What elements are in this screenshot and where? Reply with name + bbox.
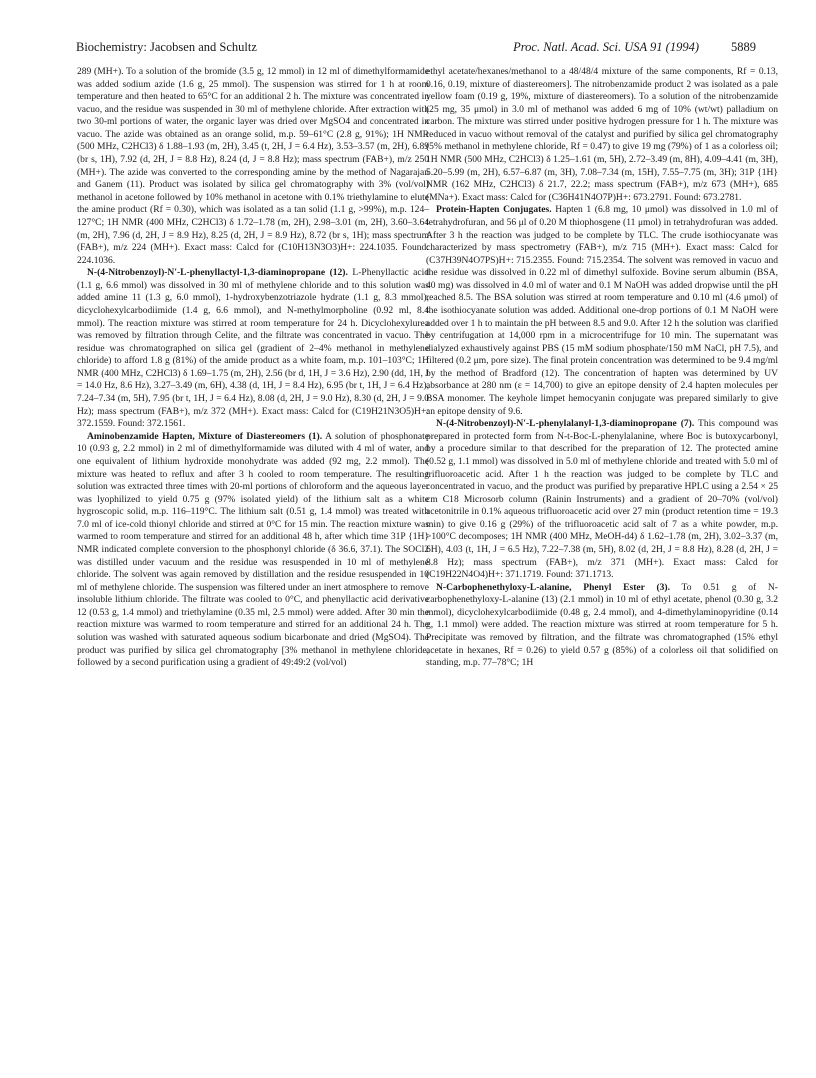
header-journal-info bbox=[513, 40, 756, 55]
run-in-heading: N-Carbophenethyloxy-L-alanine, Phenyl Ester (3). bbox=[436, 581, 670, 593]
header-section-authors: Biochemistry: Jacobsen and Schultz bbox=[76, 40, 257, 54]
paragraph-text: 289 (MH+). To a solution of the bromide (3.5 g, 12 mmol) in 12 ml of dimethylformamide was added sodium azide (1.6 g, 25 mmol). The suspension was stirred for 1 h at room temperature and then heated to 65°C for an additional 2 h. The mixture was concentrated in vacuo, and the residue was suspended in 30 ml of methylene chloride. After extraction with two 30-ml portions of water, the organic layer was dried over MgSO4 and concentrated in vacuo. The azide was obtained as an orange solid, m.p. 59–61°C (2.8 g, 91%); 1H NMR (500 MHz, C2HCl3) δ 1.88–1.93 (m, 2H), 3.45 (t, 2H, J = 6.4 Hz), 3.53–3.57 (m, 2H), 6.89 (br s, 1H), 7.92 (d, 2H, J = 8.8 Hz), 8.24 (d, J = 8.8 Hz); mass spectrum (FAB+), m/z 250 (MH+). The azide was converted to the corresponding amine by the method of Nagarajan and Ganem (11). Product was isolated by silica gel chromatography with 3% (vol/vol) methanol in acetone followed by 10% methanol in acetone with 0.1% triethylamine to elute the amine product (Rf = 0.30), which was isolated as a tan solid (1.1 g, >99%), m.p. 124–127°C; 1H NMR (400 MHz, C2HCl3) δ 1.72–1.78 (m, 2H), 2.98–3.01 (m, 2H), 3.60–3.64 (m, 2H), 7.96 (d, 2H, J = 8.9 Hz), 8.25 (d, 2H, J = 8.9 Hz), 8.72 (br s, 1H); mass spectrum (FAB+), m/z 224 (MH+). Exact mass: Calcd for (C10H13N3O3)H+: 224.1035. Found: 224.1036. bbox=[77, 66, 429, 266]
paragraph-text: A solution of phosphonate 10 (0.93 g, 2.2 mmol) in 2 ml of dimethylformamide was diluted with 4 ml of water, and one equivalent of lithium hydroxide monohydrate was added (92 mg, 2.2 mmol). The mixture was heated to reflux and after 3 h cooled to room temperature. The resulting solution was extracted three times with 20-ml portions of chloroform and the aqueous layer was lyophilized to yield 0.75 g (97% isolated yield) of the lithium salt as a white hygroscopic solid, m.p. 116–119°C. The lithium salt (0.51 g, 1.4 mmol) was treated with 7.0 ml of ice-cold thionyl chloride and stirred at 0°C for 15 min. The reaction mixture was warmed to room temperature and stirred for an additional 48 h, after which time 31P {1H} NMR indicated complete conversion to the phosphonyl chloride (δ 36.6, 37.1). The SOCl2 was distilled under vacuum and the residue was resuspended in 10 ml of methylene chloride. The solvent was again removed by distillation and the residue resuspended in 10 ml of methylene chloride. The suspension was filtered under an inert atmosphere to remove insoluble lithium chloride. The filtrate was cooled to 0°C, and phenyllactic acid derivative 12 (0.53 g, 1.4 mmol) and triethylamine (0.35 ml, 2.5 mmol) were added. After 30 min the reaction mixture was warmed to room temperature and stirred for an additional 24 h. The solution was washed with saturated aqueous sodium bicarbonate and dried (MgSO4). The product was purified by silica gel chromatography [3% methanol in methylene chloride, followed by a second purification using a gradient of 49:49:2 (vol/vol) bbox=[77, 430, 429, 669]
paragraph-compound-7 bbox=[426, 418, 778, 582]
left-column bbox=[77, 66, 429, 670]
paragraph-hapten-1 bbox=[77, 431, 429, 670]
paragraph-compound-3 bbox=[426, 582, 778, 670]
run-in-heading: N-(4-Nitrobenzoyl)-N′-L-phenylalanyl-1,3-diaminopropane (7). bbox=[436, 418, 695, 430]
paragraph-text: ethyl acetate/hexanes/methanol to a 48/48/4 mixture of the same components, Rf = 0.13, 0.16, 0.19, mixture of diastereomers]. The nitrobenzamide product 2 was isolated as a pale yellow foam (0.19 g, 19%, mixture of diastereomers). To a solution of the nitrobenzamide (25 mg, 35 μmol) in 3.0 ml of methanol was added 6 mg of 10% (wt/wt) palladium on carbon. The mixture was stirred under positive hydrogen pressure for 1 h. The mixture was reduced in vacuo without removal of the catalyst and purified by silica gel chromatography (5% methanol in methylene chloride, Rf = 0.47) to give 19 mg (79%) of 1 as a colorless oil; 1H NMR (500 MHz, C2HCl3) δ 1.25–1.61 (m, 5H), 2.72–3.49 (m, 8H), 4.09–4.41 (m, 3H), 5.20–5.99 (m, 2H), 6.57–6.87 (m, 3H), 7.08–7.34 (m, 15H), 7.55–7.75 (m, 3H); 31P {1H} NMR (162 MHz, C2HCl3) δ 21.7, 22.2; mass spectrum (FAB+), m/z 673 (MH+), 685 (MNa+). Exact mass: Calcd for (C36H41N4O7P)H+: 673.2791. Found: 673.2781. bbox=[426, 66, 778, 203]
run-in-heading: Aminobenzamide Hapten, Mixture of Diastereomers (1). bbox=[87, 430, 323, 442]
header-page-number: 5889 bbox=[731, 40, 756, 54]
right-column bbox=[426, 66, 778, 670]
paragraph-compound-12 bbox=[77, 267, 429, 431]
paragraph-conjugates bbox=[426, 204, 778, 418]
paragraph-hapten-1-continued bbox=[426, 66, 778, 204]
paragraph-text: L-Phenyllactic acid (1.1 g, 6.6 mmol) was dissolved in 30 ml of methylene chloride and to this solution was added amine 11 (1.3 g, 6.0 mmol), 1-hydroxybenzotriazole hydrate (1.1 g, 8.3 mmol), dicyclohexylcarbodiimide (1.4 g, 6.6 mmol), and N-methylmorpholine (0.92 ml, 8.4 mmol). The reaction mixture was stirred at room temperature for 24 h. Dicyclohexylurea was removed by filtration through Celite, and the filtrate was concentrated in vacuo. The residue was chromatographed on silica gel (gradient of 2–4% methanol in methylene chloride) to afford 1.8 g (81%) of the amide product as a white foam, m.p. 101–103°C; 1H NMR (400 MHz, C2HCl3) δ 1.69–1.75 (m, 2H), 2.56 (br d, 1H, J = 3.6 Hz), 2.90 (dd, 1H, J = 14.0 Hz, 8.6 Hz), 3.27–3.49 (m, 6H), 4.38 (d, 1H, J = 8.4 Hz), 6.95 (br t, 1H, J = 6.4 Hz), 7.24–7.34 (m, 5H), 7.95 (br t, 1H, J = 6.4 Hz), 8.08 (d, 2H, J = 9.0 Hz), 8.30 (d, 2H, J = 9.0 Hz); mass spectrum (FAB+), m/z 372 (MH+). Exact mass: Calcd for (C19H21N3O5)H+: 372.1559. Found: 372.1561. bbox=[77, 267, 429, 430]
paragraph-azide-amine bbox=[77, 66, 429, 267]
paragraph-text: This compound was prepared in protected form from N-t-Boc-L-phenylalanine, where Boc is butoxycarbonyl, by a procedure similar to that described for the preparation of 12. The protected amine (0.52 g, 1.1 mmol) was dissolved in 5.0 ml of methylene chloride and treated with 5.0 ml of trifluoroacetic acid. After 1 h the reaction was judged to be complete by TLC and concentrated in vacuo, and the product was purified by preparative HPLC using a 2.54 × 25 cm C18 Microsorb column (Rainin Instruments) and a gradient of 20–70% (vol/vol) acetonitrile in 0.1% aqueous trifluoroacetic acid over 27 min (product retention time = 19.3 min) to give 0.16 g (29%) of the trifluoroacetic acid salt of 7 as a white powder, m.p. >100°C decomposes; 1H NMR (400 MHz, MeOH-d4) δ 1.62–1.78 (m, 2H), 3.02–3.37 (m, 6H), 4.03 (t, 1H, J = 6.5 Hz), 7.22–7.38 (m, 5H), 8.02 (d, 2H, J = 8.8 Hz), 8.28 (d, 2H, J = 8.8 Hz); mass spectrum (FAB+), m/z 371 (MH+). Exact mass: Calcd for (C19H22N4O4)H+: 371.1719. Found: 371.1713. bbox=[426, 418, 779, 581]
paragraph-text: Hapten 1 (6.8 mg, 10 μmol) was dissolved in 1.0 ml of tetrahydrofuran, and 56 μl of 0.20 M thiophosgene (11 μmol) in tetrahydrofuran was added. After 3 h the reaction was judged to be complete by TLC. The crude isothiocyanate was characterized by mass spectrometry (FAB+), m/z 715 (MH+). Exact mass: Calcd for (C37H39N4O7PS)H+: 715.2355. Found: 715.2354. The solvent was removed in vacuo and the residue was dissolved in 0.22 ml of dimethyl sulfoxide. Bovine serum albumin (BSA, 40 mg) was dissolved in 4.0 ml of water and 0.1 M NaOH was added dropwise until the pH reached 8.5. The BSA solution was stirred at room temperature and 0.10 ml (4.6 μmol) of the isothiocyanate solution was added. Additional one-drop portions of 0.1 M NaOH were added over 1 h to maintain the pH between 8.5 and 9.0. After 12 h the solution was clarified by centrifugation at 14,000 rpm in a microcentrifuge for 10 min. The supernatant was dialyzed exhaustively against PBS (15 mM sodium phosphate/150 mM NaCl, pH 7.5), and filtered (0.2 μm, pore size). The final protein concentration was determined to be 9.4 mg/ml by the method of Bradford (12). The concentration of hapten was determined by UV absorbance at 280 nm (ε = 14,700) to give an epitope density of 2.4 hapten molecules per BSA monomer. The keyhole limpet hemocyanin conjugate was prepared similarly to give an epitope density of 9.6. bbox=[426, 204, 779, 417]
run-in-heading: Protein-Hapten Conjugates. bbox=[436, 204, 552, 216]
header-journal: Proc. Natl. Acad. Sci. USA 91 (1994) bbox=[513, 40, 699, 54]
paragraph-text: To 0.51 g of N-carbophenethyloxy-L-alanine (13) (2.1 mmol) in 10 ml of ethyl acetate, phenol (0.30 g, 3.2 mmol), dicyclohexylcarbodiimide (0.48 g, 2.4 mmol), and 4-dimethylaminopyridine (0.14 g, 1.1 mmol) were added. The reaction mixture was stirred at room temperature for 5 h. Precipitate was removed by filtration, and the filtrate was chromatographed (15% ethyl acetate in hexanes, Rf = 0.26) to yield 0.57 g (85%) of a colorless oil that solidified on standing, m.p. 77–78°C; 1H bbox=[426, 581, 778, 669]
run-in-heading: N-(4-Nitrobenzoyl)-N′-L-phenyllactyl-1,3-diaminopropane (12). bbox=[87, 267, 348, 279]
running-header bbox=[76, 40, 756, 58]
